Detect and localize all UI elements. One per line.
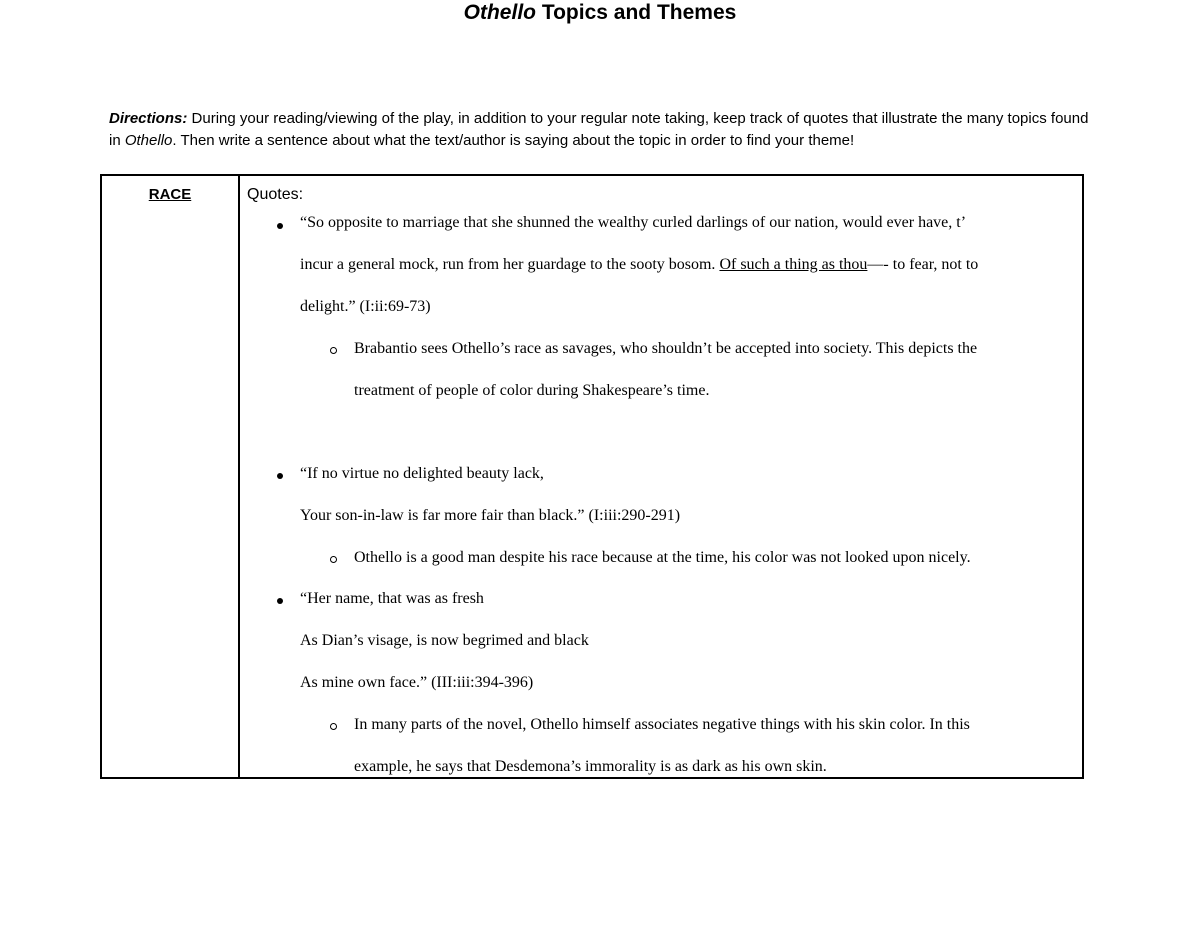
topic-label: RACE: [148, 186, 192, 203]
title-play-name: Othello: [463, 1, 536, 24]
circle-bullet-icon: [330, 723, 337, 730]
quote3-line3: As mine own face.” (III:iii:394-396): [300, 674, 534, 691]
quote1-line1: “So opposite to marriage that she shunned the wealthy curled darlings of our nation, would ever have, t’: [300, 214, 967, 231]
quote1-line2: [300, 256, 978, 274]
circle-bullet-icon: [330, 347, 337, 354]
directions-paragraph: [109, 108, 1099, 152]
title-rest: Topics and Themes: [536, 1, 737, 24]
quote3-note-line1: In many parts of the novel, Othello himself associates negative things with his skin color. In this: [354, 716, 970, 733]
quote2-line1: “If no virtue no delighted beauty lack,: [300, 465, 544, 482]
quote3-line2: As Dian’s visage, is now begrimed and black: [300, 632, 589, 649]
directions-play-name: Othello: [124, 132, 173, 149]
directions-text-2: . Then write a sentence about what the text/author is saying about the topic in order to find your theme!: [172, 132, 855, 149]
page-title: [0, 0, 1200, 26]
column-divider: [238, 176, 240, 777]
directions-text-1: During your reading/viewing of the play, in addition to your regular note taking, keep track of quotes that illustrate the many topics found in: [109, 110, 1089, 149]
quote1-note-line2: treatment of people of color during Shakespeare’s time.: [354, 382, 710, 399]
quote1-line2-pre: incur a general mock, run from her guardage to the sooty bosom.: [300, 256, 720, 273]
directions-label: Directions:: [109, 110, 188, 127]
bullet-icon: [277, 473, 283, 479]
topics-table: [100, 174, 1084, 779]
bullet-icon: [277, 223, 283, 229]
bullet-icon: [277, 598, 283, 604]
quote2-note-line1: Othello is a good man despite his race because at the time, his color was not looked upon nicely.: [354, 549, 971, 566]
quote1-line2-post: —- to fear, not to: [867, 256, 979, 273]
quote2-line2: Your son-in-law is far more fair than black.” (I:iii:290-291): [300, 507, 681, 524]
quote3-note-line2: example, he says that Desdemona’s immorality is as dark as his own skin.: [354, 758, 827, 775]
quote3-line1: “Her name, that was as fresh: [300, 590, 484, 607]
quote1-line3: delight.” (I:ii:69-73): [300, 298, 431, 315]
quote1-line2-underlined: Of such a thing as thou: [719, 256, 868, 273]
circle-bullet-icon: [330, 556, 337, 563]
quotes-label: Quotes:: [247, 186, 304, 203]
quote1-note-line1: Brabantio sees Othello’s race as savages, who shouldn’t be accepted into society. This depicts the: [354, 340, 978, 357]
quotes-cell: [247, 184, 1076, 775]
